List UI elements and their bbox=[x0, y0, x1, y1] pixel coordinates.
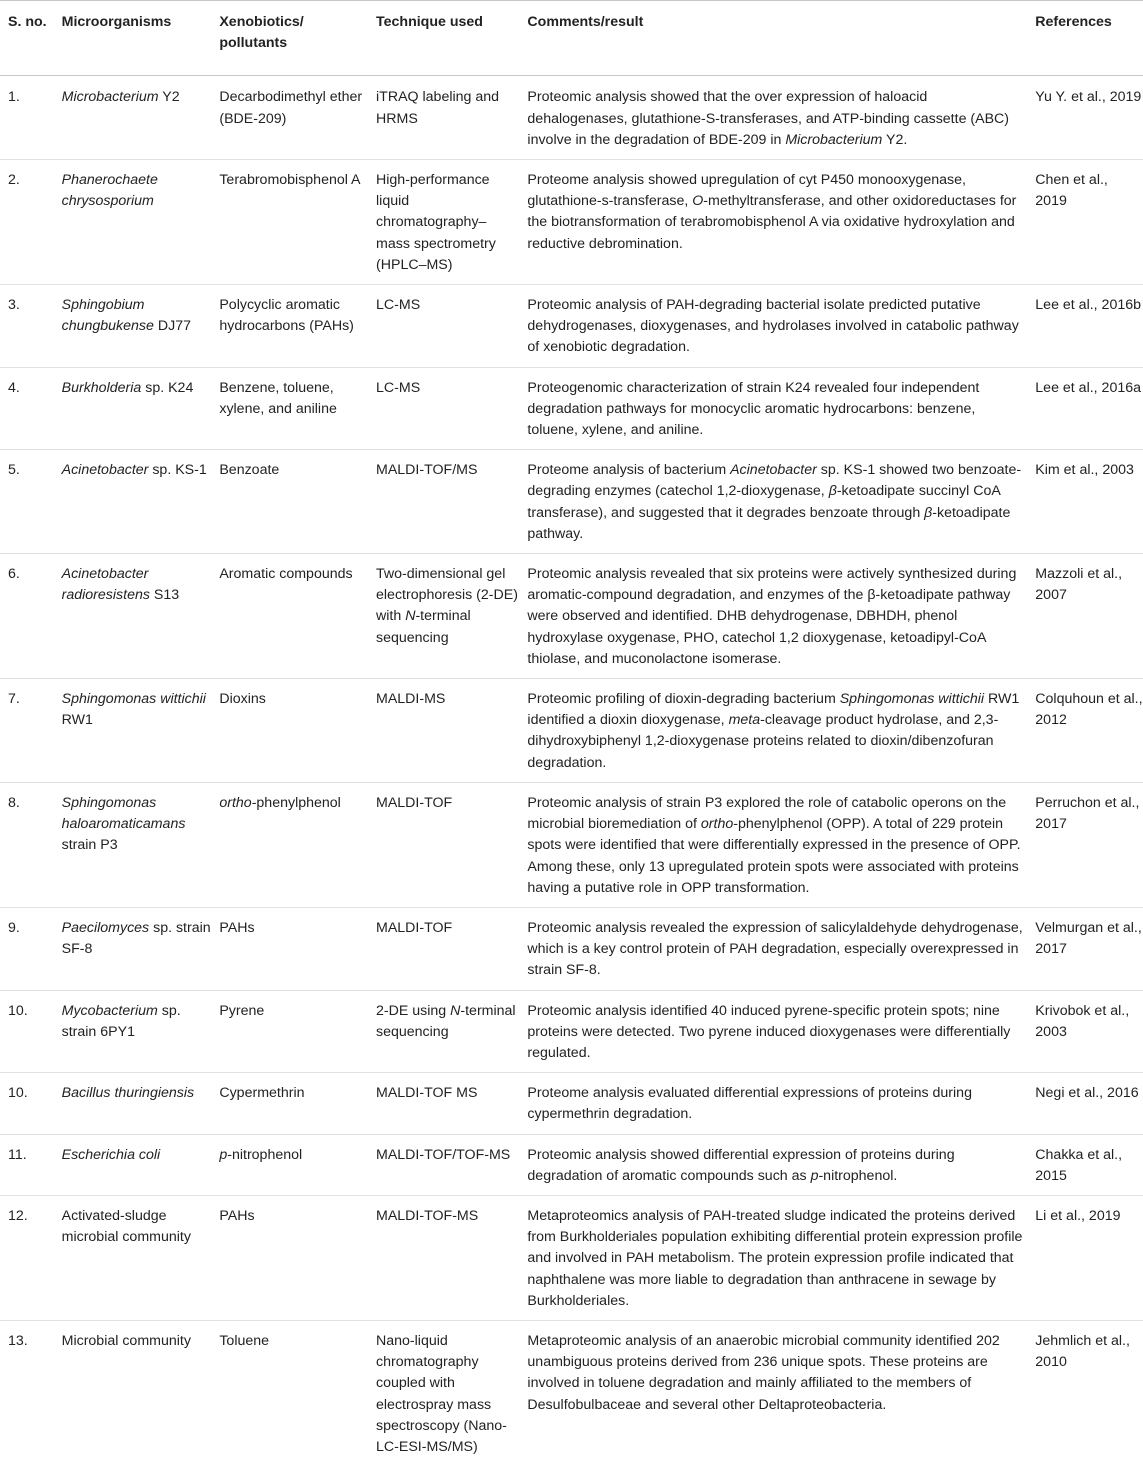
cell-technique bbox=[368, 76, 519, 160]
header-xenobiotics: Xenobiotics/ pollutants bbox=[219, 14, 304, 52]
text-segment: S13 bbox=[149, 587, 180, 604]
cell-reference: Krivobok et al., 2003 bbox=[1035, 1002, 1130, 1040]
table-row bbox=[0, 782, 1143, 907]
cell-comments bbox=[519, 76, 1027, 160]
cell-microorganism bbox=[54, 1195, 212, 1320]
cell-comments bbox=[519, 554, 1027, 679]
cell-pollutant bbox=[211, 1195, 368, 1320]
text-segment: Benzene, toluene, xylene, and aniline bbox=[219, 379, 337, 417]
text-segment: MALDI-TOF/MS bbox=[376, 462, 478, 479]
text-segment: iTRAQ labeling and HRMS bbox=[376, 89, 500, 127]
cell-technique bbox=[368, 554, 519, 679]
cell-microorganism bbox=[54, 76, 212, 160]
cell-pollutant bbox=[211, 554, 368, 679]
cell-sno: 3. bbox=[8, 297, 20, 314]
text-segment: Sphingobium chungbukense bbox=[61, 297, 154, 335]
text-segment: N bbox=[450, 1002, 461, 1019]
text-segment: 2-DE using bbox=[376, 1002, 451, 1019]
text-segment: LC-MS bbox=[376, 379, 421, 396]
text-segment: Acinetobacter bbox=[730, 462, 817, 479]
cell-pollutant bbox=[211, 782, 368, 907]
text-segment: sp. strain SF-8 bbox=[61, 919, 211, 958]
cell-technique bbox=[368, 1195, 519, 1320]
cell-pollutant bbox=[211, 907, 368, 990]
text-segment: Toluene bbox=[219, 1332, 270, 1349]
text-segment: Aromatic compounds bbox=[219, 566, 353, 583]
text-segment: Cypermethrin bbox=[219, 1085, 305, 1102]
cell-microorganism bbox=[54, 782, 212, 907]
cell-pollutant bbox=[211, 285, 368, 368]
text-segment: Proteomic analysis of strain P3 explored the role of catabolic operons on the microbial bioremediation of bbox=[527, 794, 1007, 833]
cell-sno: 7. bbox=[8, 691, 20, 708]
text-segment: PAHs bbox=[219, 919, 255, 936]
text-segment: -cleavage product hydrolase, and 2,3-dihydroxybiphenyl 1,2-dioxygenase proteins related to dioxin/dibenzofuran degradation. bbox=[527, 712, 999, 771]
text-segment: Activated-sludge microbial community bbox=[61, 1207, 191, 1246]
cell-reference: Colquhoun et al., 2012 bbox=[1035, 691, 1143, 729]
cell-technique bbox=[368, 285, 519, 368]
text-segment: -terminal sequencing bbox=[376, 1002, 516, 1040]
cell-sno: 5. bbox=[8, 462, 20, 479]
cell-comments bbox=[519, 679, 1027, 783]
cell-technique bbox=[368, 450, 519, 554]
text-segment: Acinetobacter radioresistens bbox=[61, 566, 150, 604]
text-segment: Sphingomonas wittichii bbox=[839, 691, 985, 708]
cell-comments bbox=[519, 450, 1027, 554]
cell-reference: Kim et al., 2003 bbox=[1035, 462, 1134, 479]
cell-microorganism bbox=[54, 160, 212, 285]
cell-comments bbox=[519, 1134, 1027, 1195]
text-segment: Proteomic analysis revealed the expression of salicylaldehyde dehydrogenase, which is a key control protein of PAH degradation, especially overexpressed in strain SF-8. bbox=[527, 919, 1023, 979]
cell-microorganism bbox=[54, 1073, 212, 1134]
cell-microorganism bbox=[54, 1134, 212, 1195]
cell-reference: Chakka et al., 2015 bbox=[1035, 1146, 1123, 1184]
text-segment: MALDI-TOF MS bbox=[376, 1085, 478, 1102]
cell-pollutant bbox=[211, 679, 368, 783]
header-technique: Technique used bbox=[376, 14, 483, 30]
table-body bbox=[0, 76, 1143, 1466]
cell-technique bbox=[368, 907, 519, 990]
cell-reference: Lee et al., 2016b bbox=[1035, 297, 1142, 314]
cell-comments bbox=[519, 1320, 1027, 1466]
text-segment: β bbox=[828, 483, 837, 500]
text-segment: DJ77 bbox=[153, 318, 191, 335]
text-segment: Proteomic analysis revealed that six proteins were actively synthesized during aromatic-compound degradation, and enzymes of the β-ketoadipate pathway were observed and identified. DHB dehydrogenase, DBHDH, phenol hydroxylase oxygenase, PHO, catechol 1,2 dioxygenase, ketoadipyl-CoA thiolase, and muconolactone isomerase. bbox=[527, 566, 1017, 667]
table-row bbox=[0, 76, 1143, 160]
text-segment: RW1 bbox=[61, 712, 93, 729]
text-segment: Bacillus thuringiensis bbox=[61, 1085, 195, 1102]
text-segment: Sphingomonas wittichii bbox=[61, 691, 206, 708]
cell-comments bbox=[519, 990, 1027, 1073]
text-segment: Decarbodimethyl ether (BDE-209) bbox=[219, 89, 363, 127]
cell-reference: Lee et al., 2016a bbox=[1035, 379, 1142, 396]
cell-comments bbox=[519, 285, 1027, 368]
text-segment: Proteome analysis of bacterium bbox=[527, 462, 731, 479]
header-references: References bbox=[1035, 14, 1112, 30]
text-segment: Proteomic analysis of PAH-degrading bacterial isolate predicted putative dehydrogenases, dioxygenases, and hydrolases involved in catabolic pathway of xenobiotic degradation. bbox=[527, 297, 1019, 356]
text-segment: Y2. bbox=[882, 131, 908, 148]
text-segment: -ketoadipate succinyl CoA transferase), and suggested that it degrades benzoate through bbox=[527, 483, 1001, 521]
text-segment: Microbacterium bbox=[785, 131, 883, 148]
text-segment: ortho bbox=[219, 794, 252, 811]
table-row bbox=[0, 554, 1143, 679]
text-segment: Microbial community bbox=[61, 1332, 191, 1349]
text-segment: MALDI-MS bbox=[376, 691, 446, 708]
text-segment: sp. K24 bbox=[141, 379, 194, 396]
table-row bbox=[0, 1073, 1143, 1134]
text-segment: Paecilomyces bbox=[61, 919, 150, 936]
cell-sno: 2. bbox=[8, 172, 20, 189]
cell-pollutant bbox=[211, 450, 368, 554]
cell-sno: 12. bbox=[8, 1207, 28, 1224]
cell-comments bbox=[519, 907, 1027, 990]
cell-microorganism bbox=[54, 990, 212, 1073]
text-segment: High-performance liquid chromatography–mass spectrometry (HPLC–MS) bbox=[376, 172, 496, 273]
table-row bbox=[0, 285, 1143, 368]
header-row bbox=[0, 1, 1143, 76]
text-segment: -terminal sequencing bbox=[376, 608, 471, 646]
text-segment: MALDI-TOF-MS bbox=[376, 1207, 479, 1224]
text-segment: MALDI-TOF bbox=[376, 919, 453, 936]
cell-reference: Perruchon et al., 2017 bbox=[1035, 794, 1140, 833]
text-segment: N bbox=[405, 608, 416, 625]
cell-microorganism bbox=[54, 554, 212, 679]
header-comments: Comments/result bbox=[527, 14, 644, 30]
text-segment: sp. strain 6PY1 bbox=[61, 1002, 181, 1040]
text-segment: Proteome analysis showed upregulation of cyt P450 monooxygenase, glutathione-s-transferase, bbox=[527, 172, 966, 210]
text-segment: Proteome analysis evaluated differential expressions of proteins during cypermethrin degradation. bbox=[527, 1085, 972, 1123]
text-segment: PAHs bbox=[219, 1207, 255, 1224]
cell-comments bbox=[519, 1195, 1027, 1320]
cell-sno: 9. bbox=[8, 919, 20, 936]
table-row bbox=[0, 907, 1143, 990]
text-segment: Proteomic analysis showed differential expression of proteins during degradation of aromatic compounds such as bbox=[527, 1146, 955, 1184]
table-row bbox=[0, 450, 1143, 554]
table-row bbox=[0, 160, 1143, 285]
text-segment: p bbox=[219, 1146, 228, 1163]
text-segment: ortho bbox=[700, 816, 734, 833]
table-header bbox=[0, 1, 1143, 76]
text-segment: p bbox=[810, 1167, 819, 1184]
text-segment: Benzoate bbox=[219, 462, 280, 479]
text-segment: sp. KS-1 showed two benzoate-degrading enzymes (catechol 1,2-dioxygenase, bbox=[527, 462, 1022, 500]
header-microorganisms: Microorganisms bbox=[61, 14, 172, 30]
cell-technique bbox=[368, 679, 519, 783]
cell-sno: 1. bbox=[8, 89, 20, 106]
cell-technique bbox=[368, 1320, 519, 1466]
text-segment: Phanerochaete chrysosporium bbox=[61, 172, 158, 210]
text-segment: Escherichia coli bbox=[61, 1146, 161, 1163]
table-row bbox=[0, 1195, 1143, 1320]
cell-technique bbox=[368, 990, 519, 1073]
text-segment: Sphingomonas haloaromaticamans bbox=[61, 794, 186, 833]
text-segment: strain P3 bbox=[61, 837, 118, 854]
cell-comments bbox=[519, 782, 1027, 907]
cell-pollutant bbox=[211, 367, 368, 450]
cell-reference: Negi et al., 2016 bbox=[1035, 1085, 1139, 1102]
text-segment: Y2 bbox=[158, 89, 180, 106]
text-segment: Pyrene bbox=[219, 1002, 265, 1019]
cell-technique bbox=[368, 782, 519, 907]
text-segment: Polycyclic aromatic hydrocarbons (PAHs) bbox=[219, 297, 354, 335]
text-segment: Nano-liquid chromatography coupled with electrospray mass spectroscopy (Nano-LC-ESI-MS/MS) bbox=[376, 1332, 507, 1455]
table-row bbox=[0, 1320, 1143, 1466]
cell-microorganism bbox=[54, 367, 212, 450]
cell-sno: 10. bbox=[8, 1002, 28, 1019]
text-segment: Proteogenomic characterization of strain K24 revealed four independent degradation pathways for monocyclic aromatic hydrocarbons: benzene, toluene, xylene, and aniline. bbox=[527, 379, 980, 439]
cell-reference: Chen et al., 2019 bbox=[1035, 172, 1108, 210]
text-segment: LC-MS bbox=[376, 297, 421, 314]
cell-microorganism bbox=[54, 285, 212, 368]
cell-pollutant bbox=[211, 76, 368, 160]
text-segment: -phenylphenol (OPP). A total of 229 protein spots were identified that were differentially expressed in the presence of OPP. Among these, only 13 upregulated protein spots were associated with proteins having a putative role in OPP transformation. bbox=[527, 816, 1021, 896]
cell-technique bbox=[368, 160, 519, 285]
cell-reference: Yu Y. et al., 2019 bbox=[1035, 89, 1142, 106]
text-segment: Terabromobisphenol A bbox=[219, 172, 361, 189]
cell-sno: 8. bbox=[8, 794, 20, 811]
table-row bbox=[0, 679, 1143, 783]
cell-microorganism bbox=[54, 907, 212, 990]
cell-reference: Jehmlich et al., 2010 bbox=[1035, 1332, 1130, 1371]
cell-pollutant bbox=[211, 1320, 368, 1466]
text-segment: -ketoadipate pathway. bbox=[527, 504, 1011, 542]
cell-pollutant bbox=[211, 1134, 368, 1195]
text-segment: RW1 identified a dioxin dioxygenase, bbox=[527, 691, 1020, 729]
cell-reference: Li et al., 2019 bbox=[1035, 1207, 1121, 1224]
cell-reference: Velmurgan et al., 2017 bbox=[1035, 919, 1142, 958]
text-segment: sp. KS-1 bbox=[148, 462, 207, 479]
cell-comments bbox=[519, 160, 1027, 285]
cell-technique bbox=[368, 367, 519, 450]
text-segment: Metaproteomic analysis of an anaerobic microbial community identified 202 unambiguous proteins derived from 236 unique spots. These proteins are involved in toluene degradation and mainly affiliated to the members of Desulfobulbaceae and several other Deltaproteobacteria. bbox=[527, 1332, 1000, 1413]
text-segment: Proteomic analysis showed that the over expression of haloacid dehalogenases, glutathione-S-transferases, and ATP-binding cassette (ABC) involve in the degradation of BDE-209 in bbox=[527, 89, 1010, 148]
table-row bbox=[0, 367, 1143, 450]
cell-pollutant bbox=[211, 1073, 368, 1134]
text-segment: -phenylphenol bbox=[251, 794, 341, 811]
cell-sno: 11. bbox=[8, 1146, 27, 1163]
table-row bbox=[0, 1134, 1143, 1195]
cell-sno: 13. bbox=[8, 1332, 28, 1349]
cell-sno: 10. bbox=[8, 1085, 28, 1102]
text-segment: Proteomic analysis identified 40 induced pyrene-specific protein spots; nine proteins were detected. Two pyrene induced dioxygenases were differentially regulated. bbox=[527, 1002, 1011, 1061]
cell-pollutant bbox=[211, 160, 368, 285]
cell-technique bbox=[368, 1073, 519, 1134]
text-segment: β bbox=[924, 504, 933, 521]
cell-pollutant bbox=[211, 990, 368, 1073]
text-segment: Acinetobacter bbox=[61, 462, 149, 479]
text-segment: Dioxins bbox=[219, 691, 266, 708]
cell-sno: 6. bbox=[8, 566, 20, 583]
text-segment: MALDI-TOF/TOF-MS bbox=[376, 1146, 511, 1163]
table-row bbox=[0, 990, 1143, 1073]
text-segment: O bbox=[692, 193, 704, 210]
text-segment: Two-dimensional gel electrophoresis (2-DE) with bbox=[376, 566, 518, 625]
text-segment: Mycobacterium bbox=[61, 1002, 158, 1019]
text-segment: Microbacterium bbox=[61, 89, 159, 106]
cell-sno: 4. bbox=[8, 379, 20, 396]
text-segment: -methyltransferase, and other oxidoreductases for the biotransformation of terabromobisphenol A via oxidative hydroxylation and reductive debromination. bbox=[527, 193, 1017, 252]
cell-microorganism bbox=[54, 1320, 212, 1466]
header-sno: S. no. bbox=[8, 14, 47, 30]
cell-comments bbox=[519, 367, 1027, 450]
text-segment: Proteomic profiling of dioxin-degrading bacterium bbox=[527, 691, 840, 708]
text-segment: -nitrophenol. bbox=[818, 1167, 898, 1184]
cell-microorganism bbox=[54, 679, 212, 783]
cell-reference: Mazzoli et al., 2007 bbox=[1035, 566, 1123, 604]
cell-comments bbox=[519, 1073, 1027, 1134]
text-segment: meta bbox=[728, 712, 761, 729]
text-segment: Burkholderia bbox=[61, 379, 142, 396]
text-segment: Metaproteomics analysis of PAH-treated sludge indicated the proteins derived from Burkholderiales population exhibiting differential protein expression profile and involved in PAH metabolism. The protein expression profile indicated that naphthalene was more liable to degradation than anthracene in sewage by Burkholderiales. bbox=[527, 1207, 1023, 1309]
text-segment: -nitrophenol bbox=[227, 1146, 303, 1163]
text-segment: MALDI-TOF bbox=[376, 794, 453, 811]
cell-microorganism bbox=[54, 450, 212, 554]
cell-technique bbox=[368, 1134, 519, 1195]
